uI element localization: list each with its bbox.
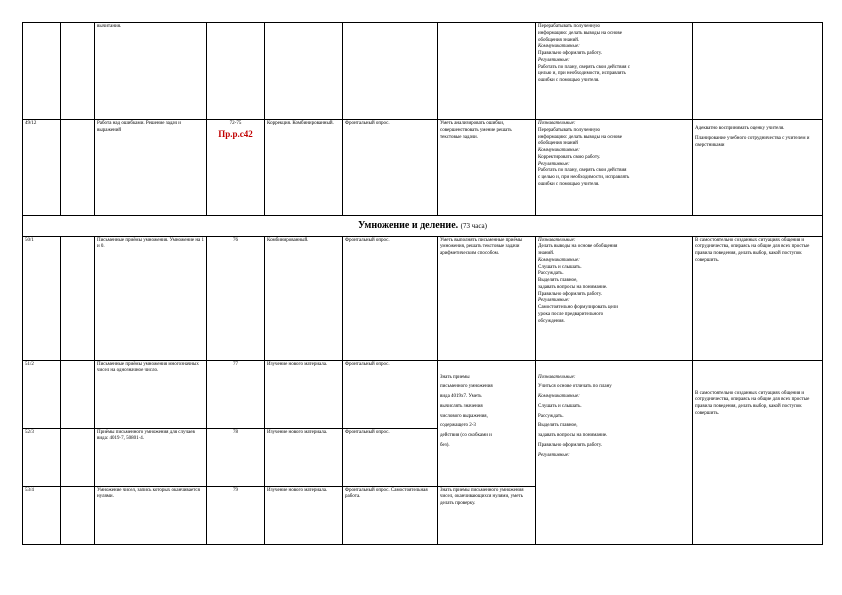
cell-line: без). [440, 442, 450, 448]
pages-cell: 78 [207, 428, 265, 486]
cell-line: Рассуждать. [538, 271, 564, 277]
personal-cell [693, 23, 823, 120]
cell-line: Правильно оформлять работу. [538, 51, 602, 56]
cell-line: Делать выводы на основе обобщения [538, 244, 618, 250]
practical-work-text: Пр.р.с42 [218, 128, 253, 139]
date-cell [61, 428, 95, 486]
uud-cell [536, 360, 693, 544]
cell-line: Работать по плану, сверять свои действия с [538, 64, 630, 70]
cell-line: Правильно оформлять работу. [538, 291, 602, 297]
cell-line: Коммуникативные: [538, 44, 580, 50]
cell-line: целью и, при необходимости, исправлять [538, 71, 626, 77]
cell-line: Выделять главное, [538, 278, 578, 283]
result-cell: Уметь выполнять письменные приёмы умножения, решать текстовые задачи арифметическим способом. [438, 236, 536, 360]
section-title-text: Умножение и деление. [358, 220, 459, 231]
lesson-type-cell: Изучение нового материала. [265, 428, 343, 486]
cell-line: числового выражения, [440, 413, 488, 419]
lesson-number-cell: 50/1 [23, 236, 61, 360]
section-title [23, 216, 823, 237]
cell-line: Правильно оформлять работу. [538, 442, 602, 448]
lesson-type-cell: Коррекция. Комбинированный. [265, 120, 343, 216]
cell-line: Самостоятельно формулировать цели [538, 305, 618, 310]
cell-line: с целью и, при необходимости, исправлять [538, 175, 630, 180]
lesson-type-cell: Изучение нового материала. [265, 486, 343, 544]
section-row [23, 216, 823, 237]
cell-line: обобщения знаний. [538, 37, 580, 43]
lesson-type-cell [265, 23, 343, 120]
result-cell [438, 23, 536, 120]
control-cell: Фронтальный опрос. [343, 120, 438, 216]
date-cell [61, 486, 95, 544]
personal-cell [693, 120, 823, 216]
cell-line: Работать по плану, сверять свои действия [538, 168, 627, 174]
lesson-topic-cell: Приёмы письменного умножения для случаев вида: 4019·7, 50801·4. [95, 428, 207, 486]
cell-line: Слушать и слышать. [538, 264, 582, 270]
lesson-topic-cell: Письменные приёмы умножения многозначных чисел на однозначное число. [95, 360, 207, 428]
date-cell [61, 23, 95, 120]
uud-cell [536, 120, 693, 216]
pages-text: 72-75 [229, 121, 242, 126]
cell-line: Регулятивные: [538, 452, 570, 458]
lesson-plan-table [22, 22, 823, 545]
cell-line: Слушать и слышать. [538, 403, 582, 409]
cell-line: Перерабатывать полученную [538, 127, 600, 133]
cell-line: Познавательные: [538, 237, 576, 243]
cell-line: Выделять главное, [538, 423, 578, 429]
cell-line: обобщения знаний [538, 141, 578, 147]
table-row [23, 120, 823, 216]
result-cell: Знать приемы письменного умножения чисел, оканчивающихся нулями, уметь делать проверку. [438, 486, 536, 544]
uud-cell [536, 236, 693, 360]
cell-line: Познавательные: [538, 121, 576, 126]
table-row [23, 23, 823, 120]
pages-cell [207, 23, 265, 120]
cell-line: Регулятивные: [538, 298, 570, 304]
control-cell [343, 23, 438, 120]
cell-line: Знать приемы [440, 374, 470, 380]
cell-line: Коммуникативные: [538, 394, 580, 399]
cell-line: вида 4019х7. Уметь [440, 394, 482, 399]
date-cell [61, 360, 95, 428]
cell-line: ошибки с помощью учителя. [538, 181, 600, 187]
result-cell [438, 360, 536, 486]
cell-line: Корректировать свою работу. [538, 154, 601, 160]
pages-cell: 79 [207, 486, 265, 544]
lesson-type-cell: Комбинированный. [265, 236, 343, 360]
control-cell: Фронтальный опрос. [343, 428, 438, 486]
cell-line: ошибки с помощью учителя. [538, 78, 600, 83]
lesson-topic-cell: Письменные приёмы умножения. Умножение на 1 и 0. [95, 236, 207, 360]
cell-line: Коммуникативные: [538, 148, 580, 153]
result-cell: Уметь анализировать ошибки, совершенствовать умение решать текстовые задачи. [438, 120, 536, 216]
cell-line: Регулятивные: [538, 161, 570, 167]
lesson-number-cell [23, 23, 61, 120]
table-row [23, 236, 823, 360]
lesson-number-cell: 49/12 [23, 120, 61, 216]
pages-cell: 77 [207, 360, 265, 428]
cell-line: вычислять значения [440, 403, 483, 409]
cell-line: информацию: делать выводы на основе [538, 30, 622, 36]
cell-line: знаний. [538, 251, 555, 256]
table-row [23, 360, 823, 428]
cell-line: действия (со скобками и [440, 433, 492, 438]
lesson-topic-cell: вычитания. [95, 23, 207, 120]
cell-line: урока после предварительного [538, 311, 604, 317]
control-cell: Фронтальный опрос. [343, 236, 438, 360]
lesson-number-cell: 53/4 [23, 486, 61, 544]
cell-line: Коммуникативные: [538, 257, 580, 263]
lesson-topic-cell: Работа над ошибками. Решение задач и выражений [95, 120, 207, 216]
cell-line: Познавательные: [538, 374, 576, 380]
uud-cell [536, 23, 693, 120]
cell-line: задавать вопросы на понимание. [538, 433, 608, 438]
cell-line: Регулятивные: [538, 57, 570, 63]
pages-cell: 76 [207, 236, 265, 360]
date-cell [61, 120, 95, 216]
section-hours: (73 часа) [460, 222, 487, 230]
personal-cell: В самостоятельно созданных ситуациях общения и сотрудничества, опираясь на общие для всех простые правила поведения, делать выбор, какой поступок совершить. [693, 236, 823, 360]
personal-text: Планирование учебного сотрудничества с учителем и сверстниками [695, 135, 810, 148]
lesson-type-cell: Изучение нового материала. [265, 360, 343, 428]
control-cell: Фронтальный опрос. [343, 360, 438, 428]
personal-cell: В самостоятельно созданных ситуациях общения и сотрудничества, опираясь на общие для всех простые правила поведения, делать выбор, какой поступок совершить. [693, 360, 823, 544]
control-cell: Фронтальный опрос. Самостоятельная работа. [343, 486, 438, 544]
cell-line: письменного умножения [440, 384, 493, 390]
lesson-number-cell: 51/2 [23, 360, 61, 428]
lesson-topic-cell: Умножение чисел, запись которых оканчивается нулями. [95, 486, 207, 544]
cell-line: содержащего 2-3 [440, 423, 476, 429]
cell-line: задавать вопросы на понимание. [538, 284, 608, 290]
cell-line: Учиться основе отличать по плану [538, 384, 612, 390]
date-cell [61, 236, 95, 360]
pages-cell [207, 120, 265, 216]
lesson-number-cell: 52/3 [23, 428, 61, 486]
cell-line: Рассуждать. [538, 413, 564, 419]
cell-line: Перерабатывать полученную [538, 24, 600, 29]
cell-line: информацию: делать выводы на основе [538, 134, 622, 140]
personal-text: Адекватно воспринимать оценку учителя. [695, 126, 785, 131]
cell-line: обсуждения. [538, 318, 565, 324]
